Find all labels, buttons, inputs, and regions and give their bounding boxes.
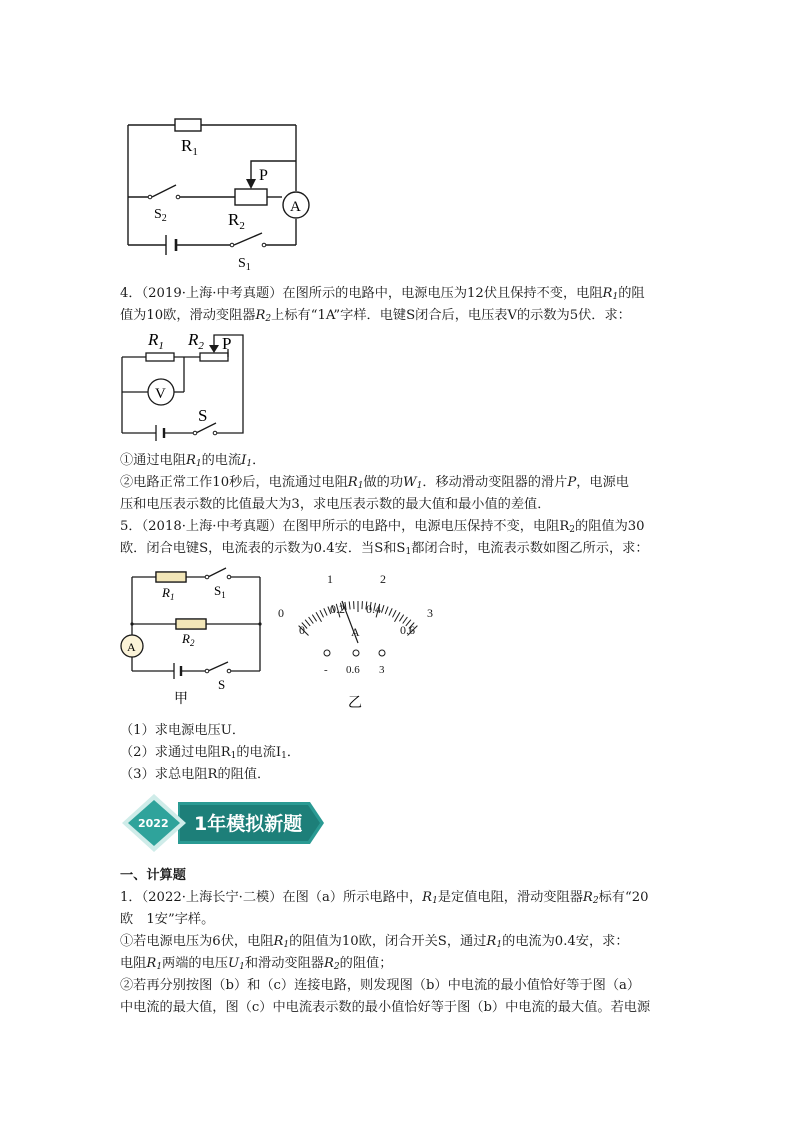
dial-tick bbox=[382, 605, 385, 613]
section-q1-line-4: 电阻$R_1$两端的电压$U_1$和滑动变阻器$R_2$的阻值； bbox=[120, 956, 393, 972]
label-r1: $R_1$ bbox=[162, 585, 175, 602]
inner-label-0: 0 bbox=[299, 623, 305, 637]
label-s2: $S_2$ bbox=[154, 207, 167, 224]
terminal-06: 0.6 bbox=[346, 664, 360, 676]
terminal-3: 3 bbox=[379, 664, 385, 676]
label-r1: $R_1$ bbox=[181, 136, 198, 158]
rheostat-r2 bbox=[235, 189, 267, 205]
label-r2: $R_2$ bbox=[228, 210, 245, 232]
outer-label-2: 2 bbox=[380, 572, 386, 586]
caption-yi: 乙 bbox=[348, 696, 362, 710]
q5-sub-3: （3）求总电阻R的阻值． bbox=[120, 767, 271, 782]
section-q1-line-3: ①若电源电压为6伏，电阻$R_1$的阻值为10欧，闭合开关S，通过$R_1$的电流为0.4安，求： bbox=[120, 934, 629, 950]
dial-tick bbox=[324, 608, 327, 615]
dial-tick bbox=[320, 610, 324, 617]
label-ammeter: A bbox=[127, 640, 136, 654]
dial-tick bbox=[309, 617, 314, 624]
section-banner bbox=[118, 790, 330, 856]
dial-tick bbox=[395, 612, 401, 622]
label-s: S bbox=[198, 406, 208, 425]
circuit-diagram-jia bbox=[118, 565, 268, 705]
label-p: P bbox=[222, 334, 232, 353]
q5-sub-2: （2）求通过电阻$R_1$的电流$I_1$． bbox=[120, 745, 301, 761]
switch-s bbox=[208, 662, 228, 671]
circuit-diagram-top bbox=[120, 105, 310, 275]
section-q1-line-2: 欧 1安”字样。 bbox=[120, 912, 215, 927]
switch-s1 bbox=[208, 568, 226, 577]
label-r2: $R_2$ bbox=[182, 631, 195, 648]
resistor-r1 bbox=[175, 119, 201, 131]
dial-tick bbox=[385, 607, 388, 614]
label-s1: $S_1$ bbox=[214, 583, 226, 600]
section-q1-line-5: ②若再分别按图（b）和（c）连接电路，则发现图（b）中电流的最小值恰好等于图（a） bbox=[120, 978, 641, 993]
label-s1: $S_1$ bbox=[238, 256, 251, 273]
outer-label-0: 0 bbox=[278, 606, 284, 620]
q5-line-2: 欧．闭合电键S，电流表的示数为0.4安．当S和$S_1$都闭合时，电流表示数如图乙所示，求： bbox=[120, 541, 649, 557]
dial-tick bbox=[305, 620, 310, 626]
label-p: P bbox=[259, 167, 268, 184]
inner-label-02: 0.2 bbox=[330, 602, 345, 616]
inner-label-06: 0.6 bbox=[400, 623, 415, 637]
banner-title: 1年模拟新题 bbox=[194, 813, 303, 835]
dial-tick bbox=[393, 610, 397, 617]
q4-sub-1: ①通过电阻$R_1$的电流$I_1$． bbox=[120, 453, 266, 469]
terminal-neg: - bbox=[324, 664, 328, 676]
section-q1-line-1: 1．（2022·上海长宁·二模）在图（a）所示电路中，$R_1$是定值电阻，滑动变阻器$R_2$标有“20 bbox=[120, 890, 649, 906]
label-ammeter: A bbox=[290, 199, 301, 215]
q4-line-1: 4．（2019·上海·中考真题）在图所示的电路中，电源电压为12伏且保持不变，电阻$R_1$的阻 bbox=[120, 286, 645, 302]
switch-s1 bbox=[234, 233, 262, 245]
label-s: S bbox=[218, 677, 226, 692]
dial-tick bbox=[312, 615, 316, 622]
caption-jia: 甲 bbox=[174, 692, 188, 705]
q5-line-1: 5．（2018·上海·中考真题）在图甲所示的电路中，电源电压保持不变，电阻$R_2$的阻值为30 bbox=[120, 519, 645, 535]
circuit-diagram-q4 bbox=[118, 325, 253, 443]
section-heading: 一、计算题 bbox=[120, 868, 186, 883]
dial-tick bbox=[389, 608, 392, 615]
switch-s2 bbox=[152, 185, 176, 197]
q5-sub-1: （1）求电源电压U． bbox=[120, 723, 246, 738]
outer-label-1: 1 bbox=[327, 572, 333, 586]
unit-label: A bbox=[351, 625, 360, 639]
section-q1-line-6: 中电流的最大值，图（c）中电流表示数的最小值恰好等于图（b）中电流的最大值。若电源 bbox=[120, 1000, 651, 1015]
rheostat-r2 bbox=[200, 353, 228, 361]
dial-tick bbox=[349, 602, 350, 610]
q4-line-2: 值为10欧，滑动变阻器$R_2$上标有“1A”字样．电键S闭合后，电压表V的示数为5伏．求： bbox=[120, 308, 631, 324]
resistor-r1 bbox=[146, 353, 174, 361]
q4-sub-3: 压和电压表示数的比值最大为3，求电压表示数的最大值和最小值的差值． bbox=[120, 497, 551, 512]
ammeter-dial-yi bbox=[272, 565, 442, 710]
q4-sub-2: ②电路正常工作10秒后，电流通过电阻$R_1$做的功$W_1$．移动滑动变阻器的滑片P，电源电 bbox=[120, 475, 629, 491]
dial-tick bbox=[316, 612, 322, 622]
label-r2: $R_2$ bbox=[188, 330, 204, 352]
inner-label-04: 0.4 bbox=[366, 602, 381, 616]
dial-tick bbox=[399, 615, 403, 622]
banner-year: 2022 bbox=[138, 817, 169, 830]
outer-label-3: 3 bbox=[427, 606, 433, 620]
label-r1: $R_1$ bbox=[148, 330, 164, 352]
label-voltmeter: V bbox=[155, 386, 166, 402]
